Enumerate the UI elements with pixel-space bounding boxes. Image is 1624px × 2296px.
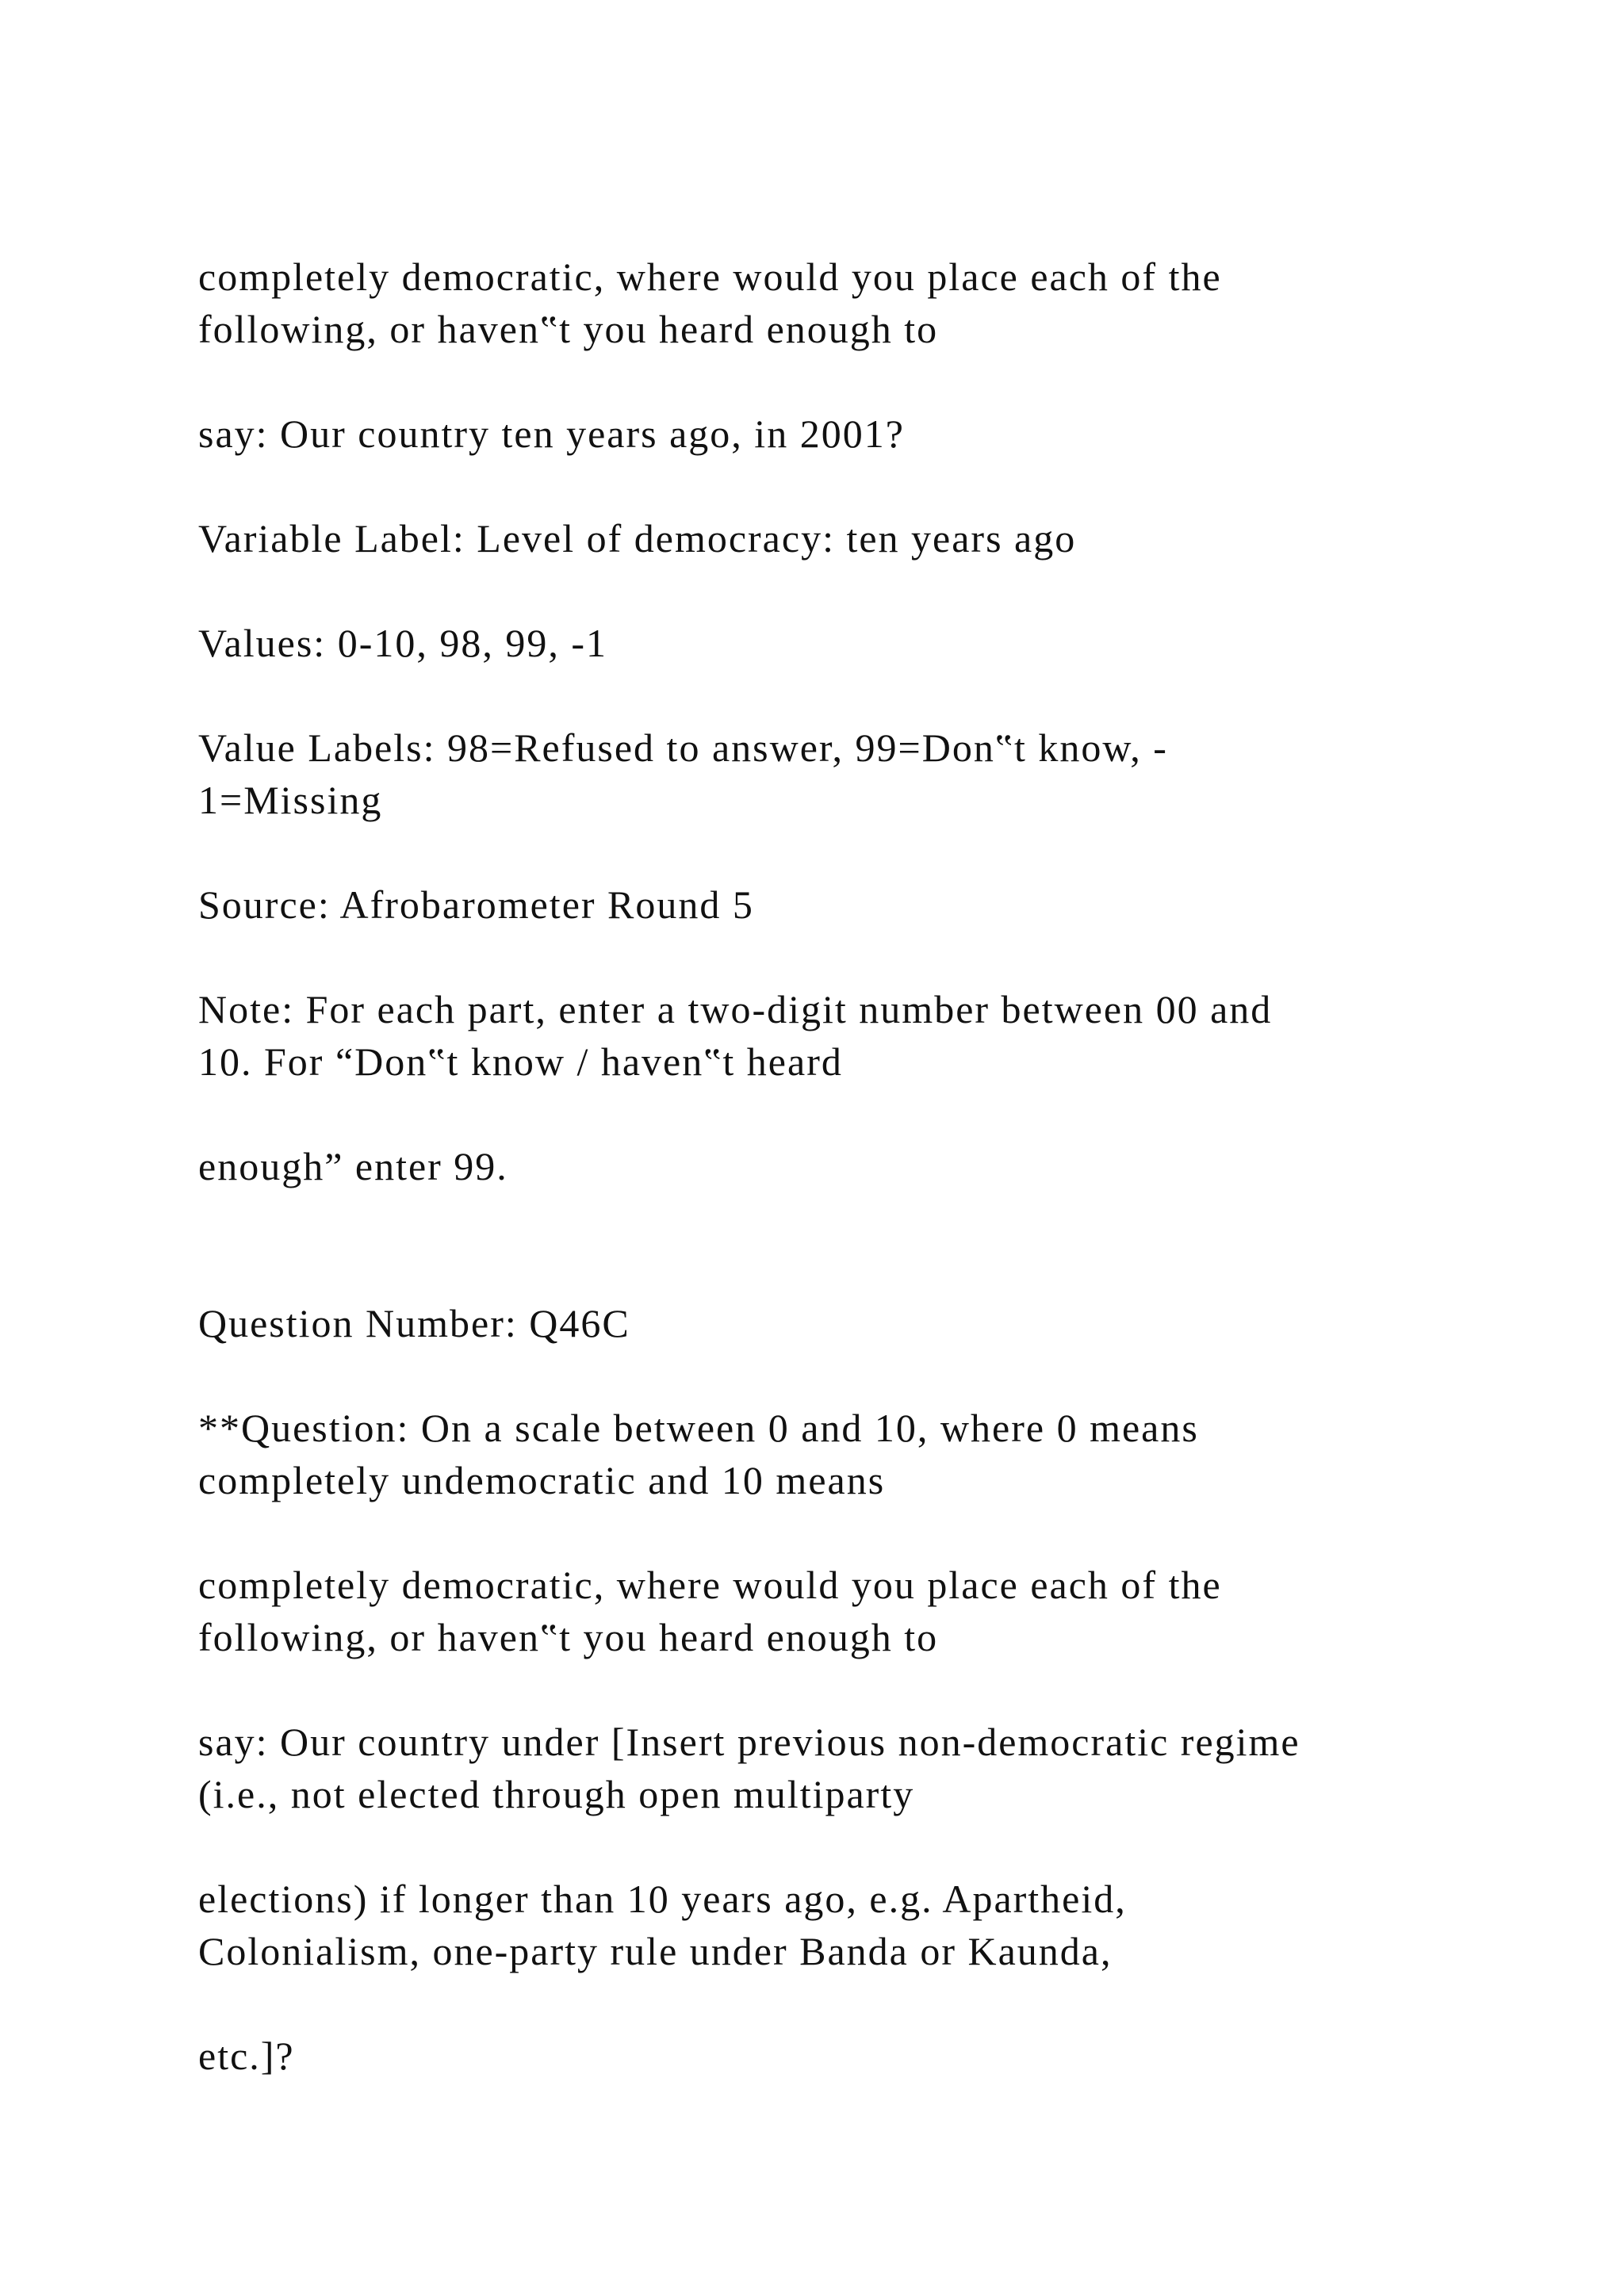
paragraph-source — [198, 878, 1435, 931]
text-line: enough” enter 99. — [198, 1144, 508, 1188]
paragraph-previous-regime — [198, 1716, 1435, 1820]
text-line: Values: 0-10, 98, 99, -1 — [198, 621, 607, 665]
text-line: Question Number: Q46C — [198, 1301, 630, 1345]
text-line: following, or haven‟t you heard enough to — [198, 307, 939, 351]
text-line: completely democratic, where would you place each of the — [198, 254, 1222, 299]
text-line: say: Our country under [Insert previous non-democratic regime — [198, 1720, 1300, 1764]
text-line: completely democratic, where would you place each of the — [198, 1563, 1222, 1607]
paragraph-question-text-continued — [198, 1559, 1435, 1663]
text-line: Variable Label: Level of democracy: ten years ago — [198, 516, 1077, 561]
text-line: etc.]? — [198, 2034, 295, 2078]
paragraph-values — [198, 617, 1435, 669]
paragraph-democracy-scale-continuation — [198, 251, 1435, 355]
paragraph-note — [198, 983, 1435, 1088]
paragraph-question-text — [198, 1402, 1435, 1506]
text-line: following, or haven‟t you heard enough to — [198, 1615, 939, 1659]
paragraph-regime-examples — [198, 1873, 1435, 1977]
paragraph-note-continuation — [198, 1140, 1435, 1192]
text-line: say: Our country ten years ago, in 2001? — [198, 411, 905, 456]
text-line: 1=Missing — [198, 778, 383, 822]
paragraph-value-labels — [198, 721, 1435, 826]
text-line: **Question: On a scale between 0 and 10, where 0 means — [198, 1406, 1199, 1450]
paragraph-question-number — [198, 1297, 1435, 1349]
paragraph-variable-label — [198, 512, 1435, 564]
text-line: Value Labels: 98=Refused to answer, 99=Don‟t know, - — [198, 725, 1168, 770]
text-line: Source: Afrobarometer Round 5 — [198, 882, 754, 927]
text-line: (i.e., not elected through open multiparty — [198, 1772, 915, 1816]
text-line: completely undemocratic and 10 means — [198, 1458, 886, 1502]
text-line: elections) if longer than 10 years ago, e.g. Apartheid, — [198, 1877, 1127, 1921]
paragraph-etc — [198, 2030, 1435, 2082]
paragraph-question-ten-years-ago — [198, 408, 1435, 460]
text-line: 10. For “Don‟t know / haven‟t heard — [198, 1039, 843, 1084]
text-line: Note: For each part, enter a two-digit number between 00 and — [198, 987, 1273, 1031]
text-line: Colonialism, one-party rule under Banda or Kaunda, — [198, 1929, 1113, 1973]
